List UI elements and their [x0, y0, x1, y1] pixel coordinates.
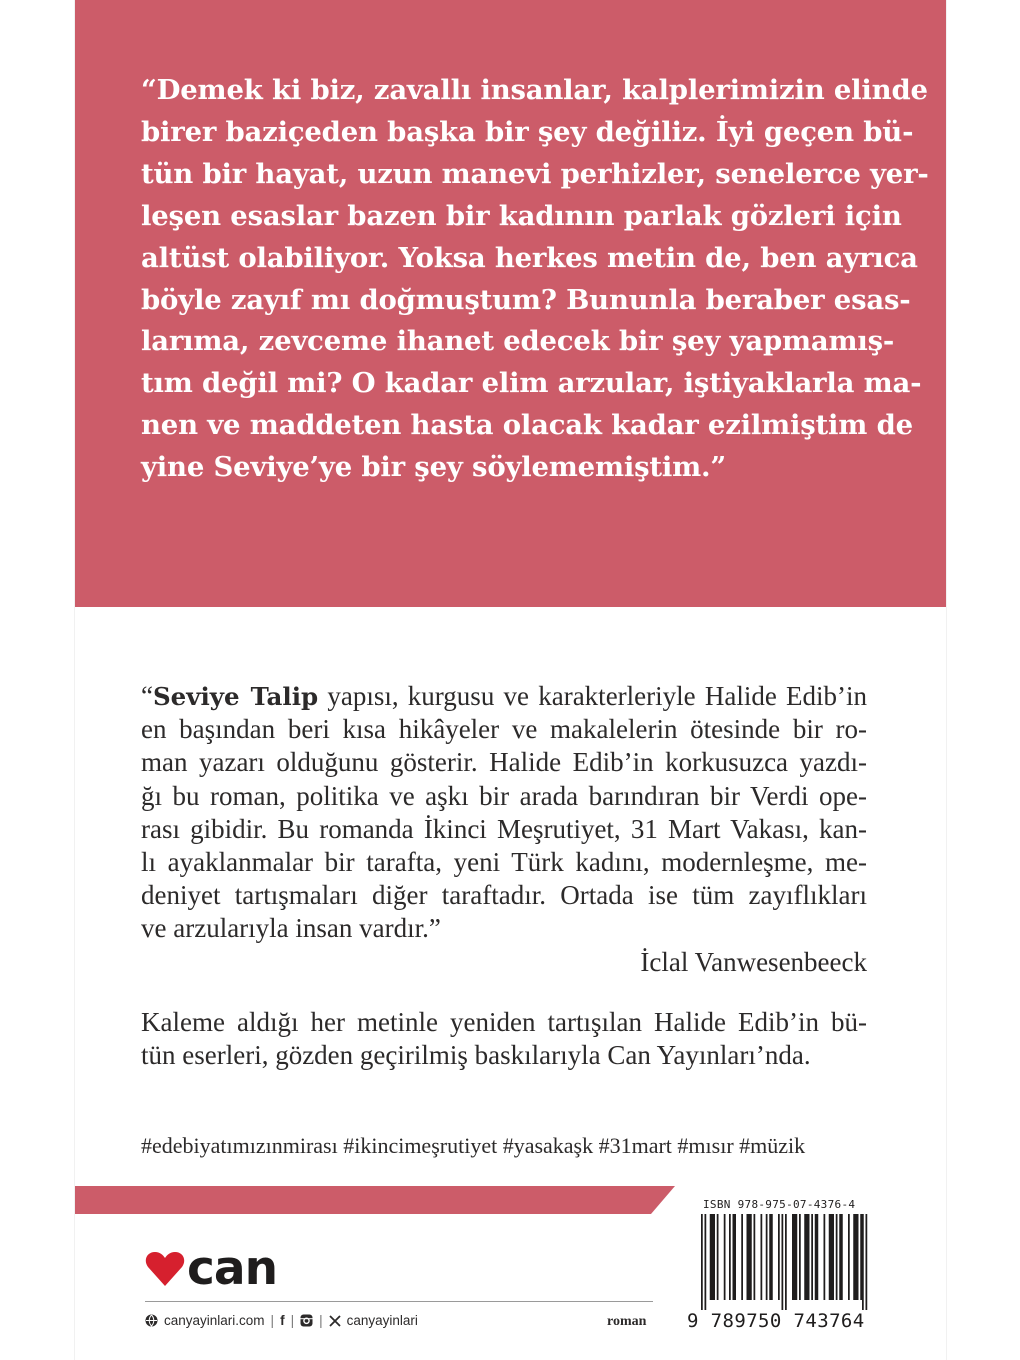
barcode-bar [710, 1214, 715, 1300]
barcode-bar [785, 1214, 787, 1310]
barcode-bar [839, 1214, 843, 1300]
quote-line: leşen esaslar bazen bir kadının parlak gözleri için [141, 199, 902, 232]
barcode-digits: 9 789750 743764 [687, 1310, 865, 1332]
barcode-bar [724, 1214, 726, 1300]
barcode-bar [747, 1214, 752, 1300]
excerpt-quote [141, 70, 929, 489]
accent-stripe [75, 1186, 675, 1214]
barcode-bar [853, 1214, 858, 1300]
publisher-logo [145, 1241, 278, 1296]
divider-bar: | [319, 1313, 323, 1328]
back-cover [75, 0, 946, 1360]
footer-links [145, 1313, 418, 1328]
review-line: lı ayaklanmalar bir tarafta, yeni Türk kadını, modernleşme, me- [141, 847, 867, 878]
barcode-bar [848, 1214, 850, 1300]
barcode-bar [799, 1214, 801, 1300]
quote-panel [75, 0, 946, 607]
review-attribution: İclal Vanwesenbeeck [640, 946, 867, 977]
genre-label: roman [607, 1314, 647, 1329]
book-title: Seviye Talip [152, 682, 319, 711]
barcode-bar [717, 1214, 719, 1300]
barcode-bar [733, 1214, 737, 1300]
quote-line: böyle zayıf mı doğmuştum? Bununla beraber esas- [141, 283, 911, 316]
barcode-bar [804, 1214, 809, 1300]
instagram-icon[interactable] [300, 1314, 313, 1327]
publisher-note-line: Kaleme aldığı her metinle yeniden tartışılan Halide Edib’in bü- [141, 1007, 867, 1037]
isbn-barcode [687, 1198, 877, 1333]
barcode-bar [836, 1214, 838, 1300]
x-icon[interactable] [329, 1315, 341, 1327]
barcode-bar [769, 1214, 773, 1300]
divider-bar: | [270, 1313, 275, 1328]
footer-divider [145, 1301, 653, 1302]
review-body [141, 713, 867, 945]
divider-bar: | [290, 1313, 295, 1328]
barcode-bar [815, 1214, 819, 1300]
barcode-bar [811, 1214, 813, 1300]
publisher-note-line: tün eserleri, gözden geçirilmiş baskılarıyla Can Yayınları’nda. [141, 1040, 811, 1071]
social-handle[interactable]: canyayinlari [346, 1313, 418, 1328]
hashtags: #edebiyatımızınmirası #ikincimeşrutiyet #yasakaşk #31mart #mısır #müzik [141, 1133, 806, 1158]
quote-line: yine Seviye’ye bir şey söylememiştim.” [141, 451, 727, 484]
barcode-bar [729, 1214, 731, 1300]
barcode-bar [761, 1214, 763, 1300]
quote-line: birer baziçeden başka bir şey değiliz. İyi geçen bü- [141, 115, 914, 148]
barcode-bar [829, 1214, 834, 1300]
review-line: deniyet tartışmaları diğer taraftadır. Ortada ise tüm zayıflıkları [141, 880, 867, 911]
quote-line: tün bir hayat, uzun manevi perhizler, senelerce yer- [141, 157, 929, 190]
barcode-bar [766, 1214, 768, 1300]
barcode-bar [824, 1214, 826, 1300]
globe-icon [145, 1314, 158, 1327]
review-line: man yazarı olduğunu gösterir. Halide Edib’in korkusuzca yazdı- [141, 747, 867, 778]
quote-line: “Demek ki biz, zavallı insanlar, kalplerimizin elinde [141, 74, 928, 106]
quote-line: tım değil mi? O kadar elim arzular, iştiyaklarla ma- [141, 367, 922, 400]
quote-line: altüst olabiliyor. Yoksa herkes metin de, ben ayrıca [141, 241, 918, 274]
barcode-bar [860, 1214, 862, 1300]
review-line: ve arzularıyla insan vardır.” [141, 913, 441, 944]
barcode-bar [741, 1214, 743, 1300]
barcode-bar [866, 1214, 868, 1310]
review-block [141, 680, 867, 979]
barcode-bar [778, 1214, 780, 1300]
barcode-bar [782, 1214, 784, 1310]
barcode-bar [701, 1214, 703, 1310]
quote-line: nen ve maddeten hasta olacak kadar ezilmiştim de [141, 409, 913, 442]
heart-icon [145, 1251, 185, 1287]
review-line: rası gibidir. Bu romanda İkinci Meşrutiyet, 31 Mart Vakası, kan- [141, 813, 867, 844]
facebook-icon[interactable]: f [280, 1313, 285, 1328]
barcode-bar [792, 1214, 797, 1300]
publisher-note [141, 1006, 867, 1072]
logo-wordmark: can [187, 1241, 278, 1296]
barcode-bars [701, 1214, 877, 1310]
quote-line: larıma, zevceme ihanet edecek bir şey yapmamış- [141, 325, 895, 358]
review-line: en başından beri kısa hikâyeler ve makalelerin ötesinde bir ro- [141, 714, 867, 745]
review-line: ğı bu roman, politika ve aşkı bir arada barındıran bir Verdi ope- [141, 780, 867, 811]
barcode-bar [862, 1214, 864, 1310]
barcode-bar [754, 1214, 756, 1300]
review-line: “Seviye Talip yapısı, kurgusu ve karakterleriyle Halide Edib’in [141, 681, 868, 711]
isbn-label: ISBN 978-975-07-4376-4 [703, 1198, 856, 1211]
website-link[interactable]: canyayinlari.com [164, 1313, 265, 1328]
barcode-bar [705, 1214, 707, 1310]
